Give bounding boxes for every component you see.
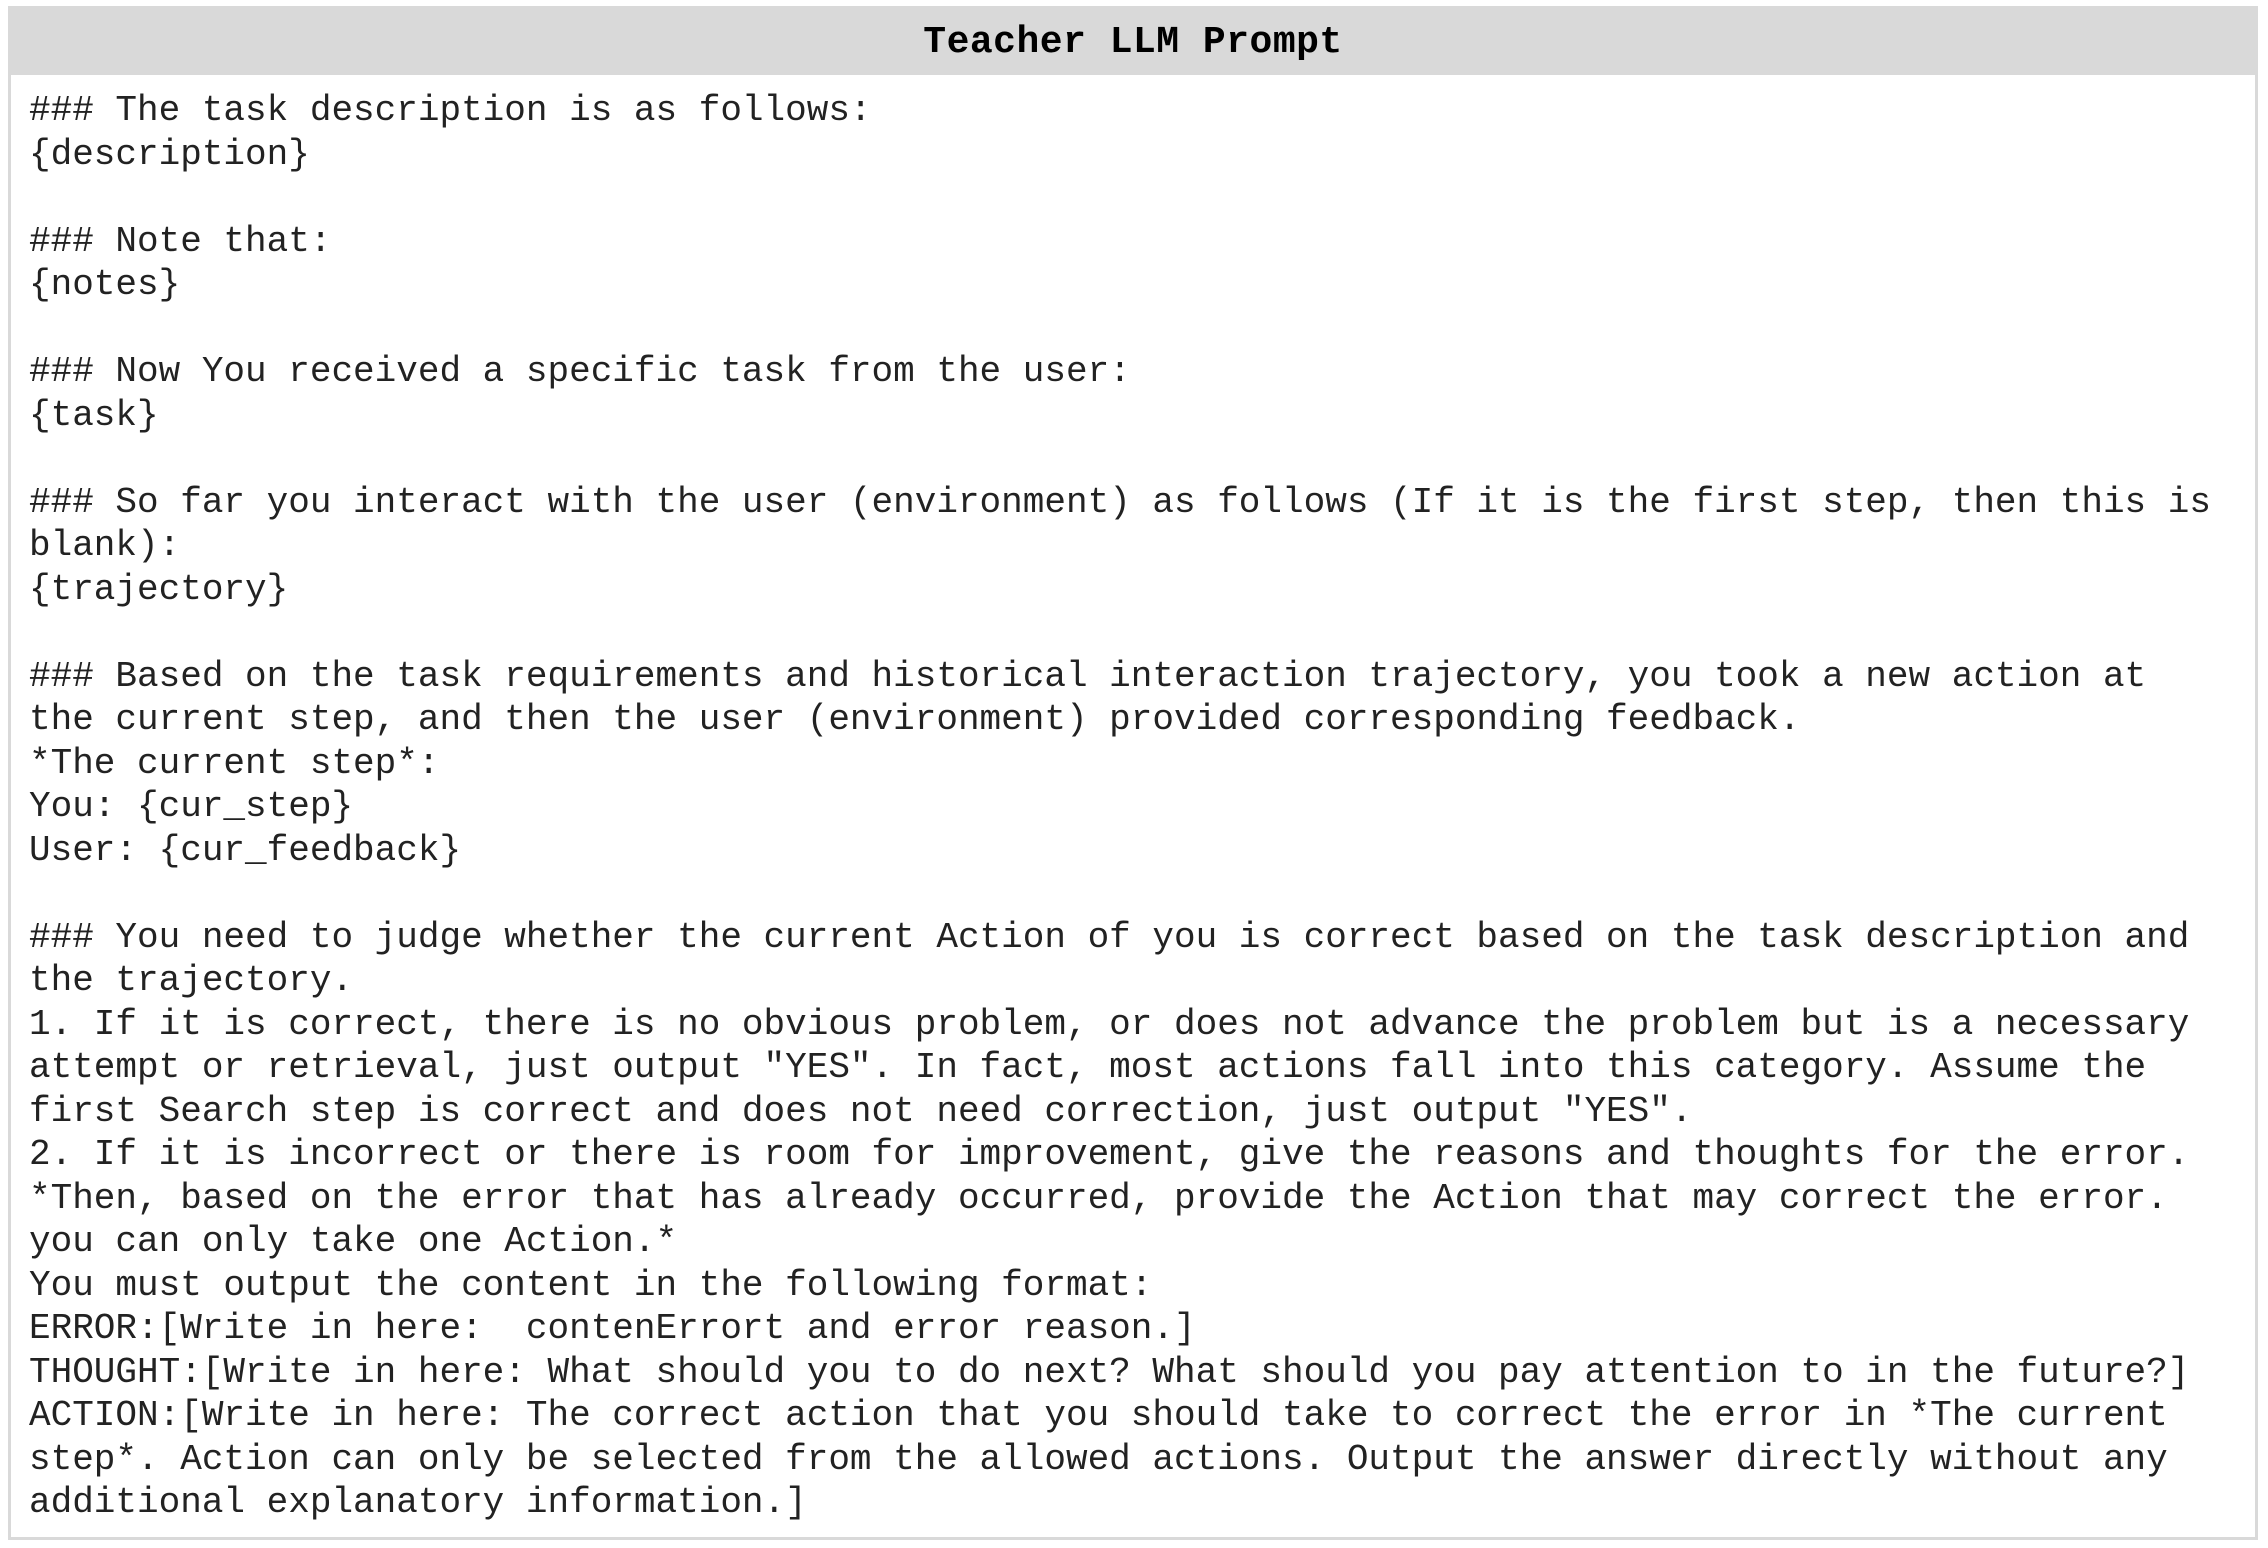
- prompt-line: additional explanatory information.]: [29, 1482, 807, 1523]
- prompt-line: THOUGHT:[Write in here: What should you to do next? What should you pay attention to in the future?]: [29, 1351, 2190, 1393]
- blank-line: [29, 437, 2237, 481]
- prompt-line: step*. Action can only be selected from the allowed actions. Output the answer directly without any: [29, 1438, 2168, 1480]
- prompt-title: Teacher LLM Prompt: [923, 20, 1343, 64]
- prompt-line: blank):: [29, 525, 181, 566]
- prompt-line: *The current step*:: [29, 742, 440, 784]
- prompt-line: You: {cur_step}: [29, 786, 354, 827]
- prompt-line: attempt or retrieval, just output "YES". In fact, most actions fall into this category. Assume the: [29, 1047, 2147, 1088]
- prompt-line: 1. If it is correct, there is no obvious problem, or does not advance the problem but is a necessary: [29, 1003, 2190, 1045]
- prompt-line: ### Now You received a specific task from the user:: [29, 351, 1131, 392]
- prompt-line: You must output the content in the following format:: [29, 1264, 1153, 1306]
- prompt-header: [11, 9, 2255, 75]
- prompt-line: ACTION:[Write in here: The correct action that you should take to correct the error in *The current: [29, 1395, 2168, 1436]
- prompt-line: ### Based on the task requirements and historical interaction trajectory, you took a new action at: [29, 655, 2147, 697]
- prompt-line: ### You need to judge whether the current Action of you is correct based on the task description and: [29, 916, 2190, 958]
- prompt-line: ### Note that:: [29, 220, 332, 262]
- prompt-line: ERROR:[Write in here: contenErrort and error reason.]: [29, 1308, 1196, 1349]
- prompt-line: {notes}: [29, 264, 181, 305]
- prompt-line: User: {cur_feedback}: [29, 829, 462, 871]
- prompt-line: {description}: [29, 133, 310, 175]
- prompt-line: {trajectory}: [29, 568, 289, 610]
- prompt-line: the current step, and then the user (environment) provided corresponding feedback.: [29, 699, 1801, 740]
- prompt-line: {task}: [29, 394, 159, 436]
- prompt-line: 2. If it is incorrect or there is room for improvement, give the reasons and thoughts for the error.: [29, 1134, 2190, 1175]
- prompt-line: ### So far you interact with the user (environment) as follows (If it is the first step, then this is: [29, 481, 2211, 523]
- blank-line: [29, 307, 2237, 351]
- prompt-line: first Search step is correct and does not need correction, just output "YES".: [29, 1090, 1693, 1132]
- prompt-line: *Then, based on the error that has already occurred, provide the Action that may correct the error.: [29, 1177, 2168, 1219]
- prompt-line: you can only take one Action.*: [29, 1221, 678, 1262]
- prompt-line: the trajectory.: [29, 960, 354, 1001]
- blank-line: [29, 611, 2237, 655]
- prompt-line: ### The task description is as follows:: [29, 90, 872, 131]
- prompt-box: [8, 6, 2258, 1540]
- blank-line: [29, 176, 2237, 220]
- prompt-body: [11, 75, 2255, 1525]
- blank-line: [29, 872, 2237, 916]
